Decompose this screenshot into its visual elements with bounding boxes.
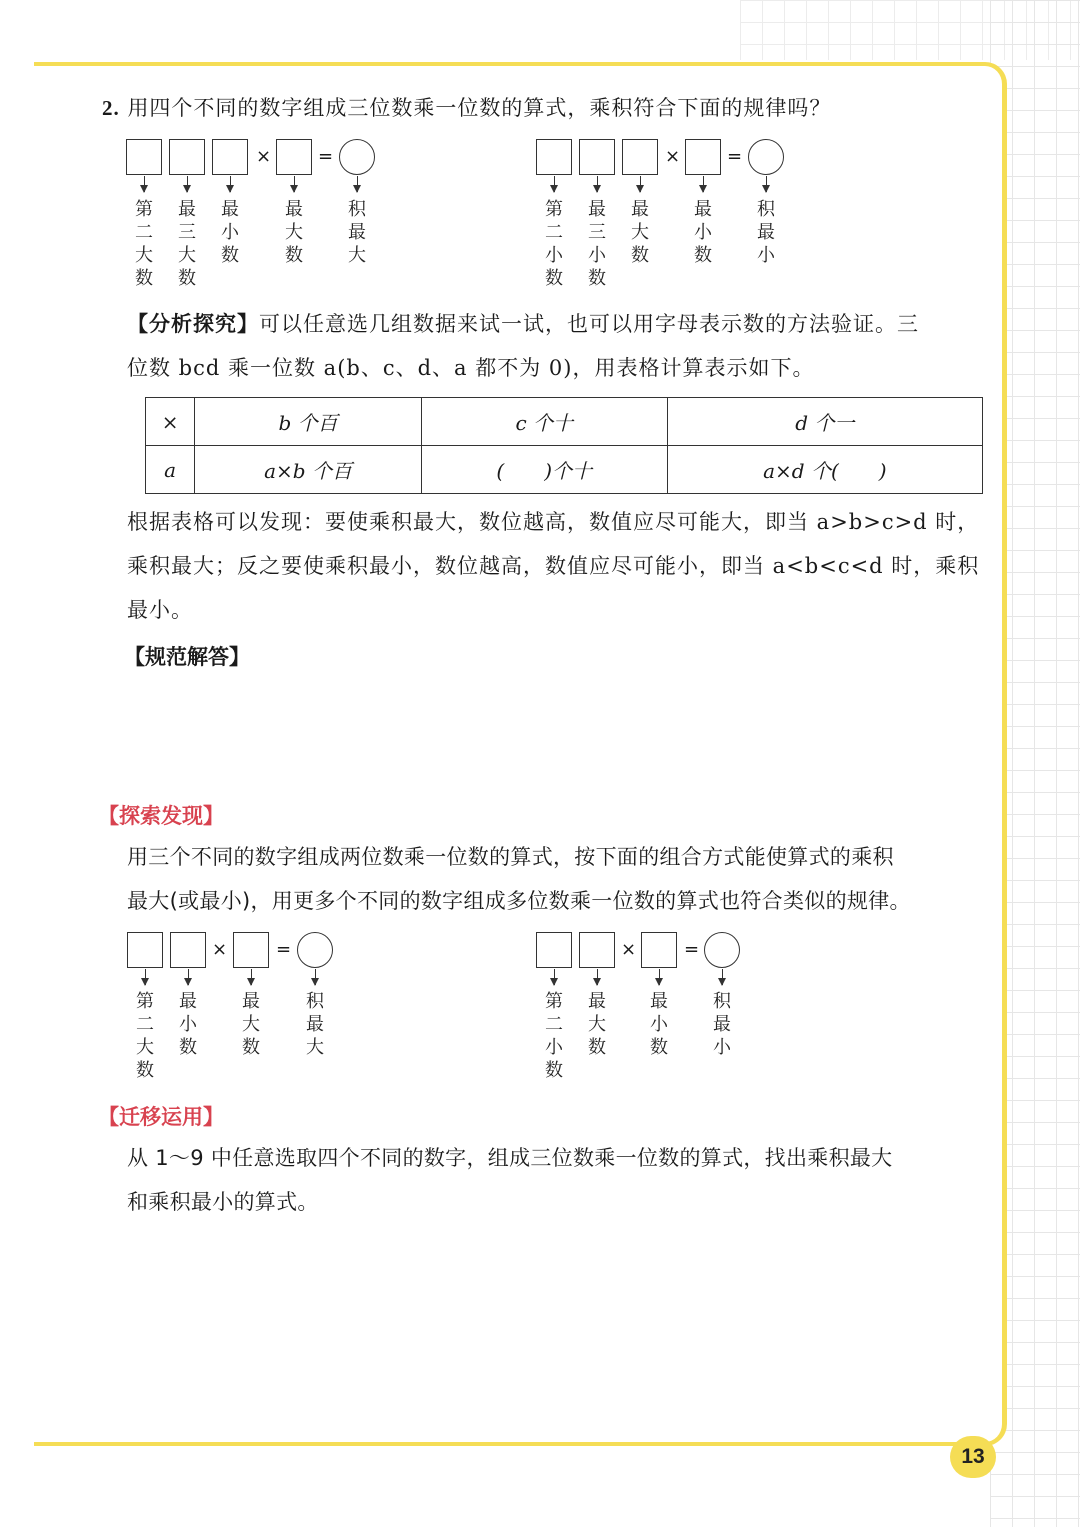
table-row xyxy=(146,446,983,494)
label-product-min: 积最小 xyxy=(757,199,775,266)
digit-box xyxy=(536,139,572,175)
times-sign: × xyxy=(621,939,637,960)
explore-heading: 【探索发现】 xyxy=(98,804,224,828)
digit-box xyxy=(536,932,572,968)
digit-box xyxy=(170,932,206,968)
label-product-min: 积最小 xyxy=(713,991,731,1058)
transfer-line-2: 和乘积最小的算式。 xyxy=(127,1190,319,1214)
label-product-max: 积最大 xyxy=(348,199,366,266)
conclusion-line-1: 根据表格可以发现：要使乘积最大，数位越高，数值应尽可能大，即当 a>b>c>d 时， xyxy=(127,510,980,534)
label-third-largest: 最三大数 xyxy=(178,199,196,289)
down-arrow-icon xyxy=(703,176,704,192)
label-smallest: 最小数 xyxy=(650,991,668,1058)
question-number: 2. xyxy=(102,96,120,120)
label-second-smallest: 第二小数 xyxy=(545,199,563,289)
digit-box xyxy=(685,139,721,175)
down-arrow-icon xyxy=(597,176,598,192)
down-arrow-icon xyxy=(187,176,188,192)
table-row xyxy=(146,398,983,446)
times-sign: × xyxy=(665,146,681,167)
digit-box xyxy=(579,932,615,968)
label-second-largest: 第二大数 xyxy=(135,199,153,289)
down-arrow-icon xyxy=(722,969,723,985)
label-product-max: 积最大 xyxy=(306,991,324,1058)
explore-line-2: 最大(或最小)，用更多个不同的数字组成多位数乘一位数的算式也符合类似的规律。 xyxy=(127,889,911,913)
times-sign: × xyxy=(212,939,228,960)
equals-sign: = xyxy=(318,146,334,167)
analysis-line-1: 可以任意选几组数据来试一试，也可以用字母表示数的方法验证。三 xyxy=(259,312,919,336)
label-third-smallest: 最三小数 xyxy=(588,199,606,289)
conclusion-line-3: 最小。 xyxy=(127,598,193,622)
analysis-heading: 【分析探究】 xyxy=(127,312,259,336)
transfer-heading: 【迁移运用】 xyxy=(98,1105,224,1129)
analysis-paragraph xyxy=(127,302,1007,346)
equals-sign: = xyxy=(276,939,292,960)
conclusion-line-2: 乘积最大；反之要使乘积最小，数位越高，数值应尽可能小，即当 a<b<c<d 时，乘积 xyxy=(127,554,980,578)
down-arrow-icon xyxy=(144,176,145,192)
down-arrow-icon xyxy=(315,969,316,985)
down-arrow-icon xyxy=(357,176,358,192)
table-header-cell: c 个十 xyxy=(421,398,667,446)
digit-box xyxy=(622,139,658,175)
question-2 xyxy=(102,86,831,130)
question-text: 用四个不同的数字组成三位数乘一位数的算式，乘积符合下面的规律吗？ xyxy=(127,96,832,120)
times-sign: × xyxy=(256,146,272,167)
label-second-largest: 第二大数 xyxy=(136,991,154,1081)
table-cell-blank: a×d 个( ) xyxy=(667,446,982,494)
digit-box xyxy=(126,139,162,175)
label-smallest: 最小数 xyxy=(179,991,197,1058)
explore-line-1: 用三个不同的数字组成两位数乘一位数的算式，按下面的组合方式能使算式的乘积 xyxy=(127,845,894,869)
digit-box xyxy=(233,932,269,968)
analysis-line-2: 位数 bcd 乘一位数 a(b、c、d、a 都不为 0)，用表格计算表示如下。 xyxy=(127,356,815,380)
digit-box xyxy=(641,932,677,968)
down-arrow-icon xyxy=(145,969,146,985)
table-cell: a×b 个百 xyxy=(195,446,422,494)
product-circle xyxy=(704,932,740,968)
page-number: 13 xyxy=(950,1436,996,1478)
digit-box xyxy=(169,139,205,175)
down-arrow-icon xyxy=(597,969,598,985)
label-largest: 最大数 xyxy=(242,991,260,1058)
table-header-cell: d 个一 xyxy=(667,398,982,446)
transfer-line-1: 从 1～9 中任意选取四个不同的数字，组成三位数乘一位数的算式，找出乘积最大 xyxy=(127,1146,893,1170)
label-largest: 最大数 xyxy=(588,991,606,1058)
digit-box xyxy=(127,932,163,968)
digit-box xyxy=(276,139,312,175)
label-smallest: 最小数 xyxy=(221,199,239,266)
digit-box xyxy=(579,139,615,175)
equals-sign: = xyxy=(727,146,743,167)
digit-box xyxy=(212,139,248,175)
table-header-cell: b 个百 xyxy=(195,398,422,446)
label-largest: 最大数 xyxy=(285,199,303,266)
down-arrow-icon xyxy=(251,969,252,985)
down-arrow-icon xyxy=(230,176,231,192)
product-circle xyxy=(339,139,375,175)
label-smallest: 最小数 xyxy=(694,199,712,266)
label-largest: 最大数 xyxy=(631,199,649,266)
calculation-table xyxy=(145,397,983,494)
standard-answer-heading: 【规范解答】 xyxy=(124,645,250,669)
product-circle xyxy=(297,932,333,968)
down-arrow-icon xyxy=(659,969,660,985)
table-cell-blank: ( )个十 xyxy=(421,446,667,494)
down-arrow-icon xyxy=(554,969,555,985)
down-arrow-icon xyxy=(294,176,295,192)
down-arrow-icon xyxy=(766,176,767,192)
table-header-cell: × xyxy=(146,398,195,446)
down-arrow-icon xyxy=(554,176,555,192)
label-second-smallest: 第二小数 xyxy=(545,991,563,1081)
equals-sign: = xyxy=(684,939,700,960)
down-arrow-icon xyxy=(640,176,641,192)
product-circle xyxy=(748,139,784,175)
down-arrow-icon xyxy=(188,969,189,985)
table-cell: a xyxy=(146,446,195,494)
